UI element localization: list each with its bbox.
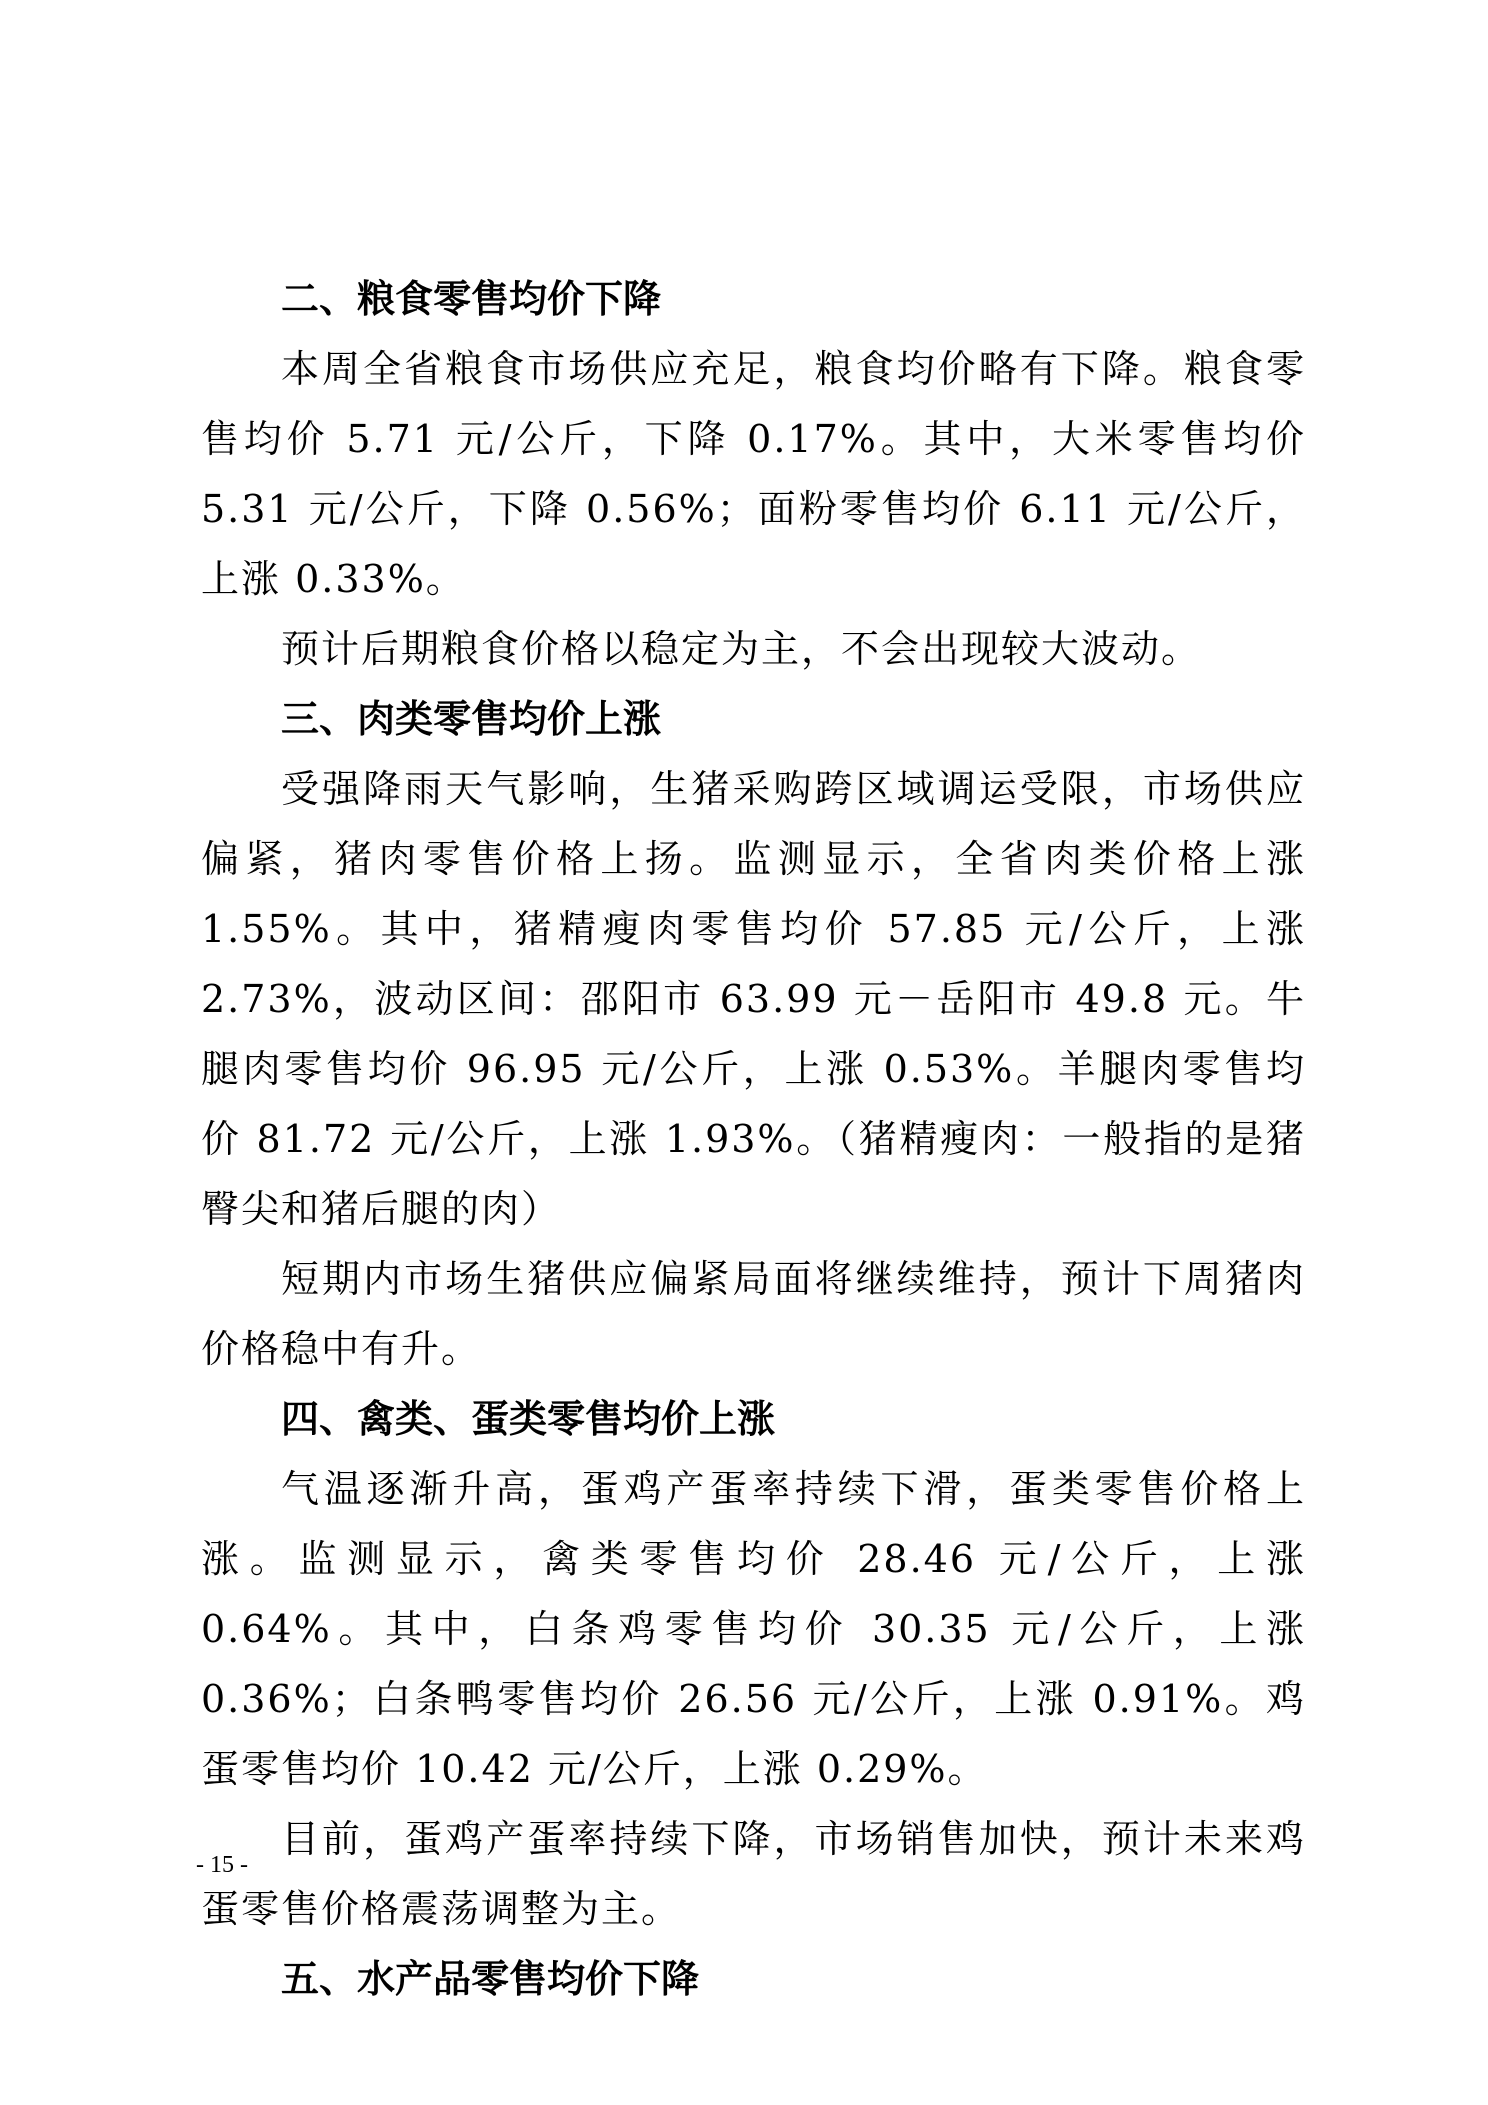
page-number: - 15 -	[196, 1852, 248, 1878]
paragraph-grain-outlook: 预计后期粮食价格以稳定为主，不会出现较大波动。	[281, 627, 1202, 671]
paragraph-poultry-eggs-outlook: 目前，蛋鸡产蛋率持续下降，市场销售加快，预计未来鸡蛋零售价格震荡调整为主。	[201, 1817, 1306, 1931]
paragraph-meat-outlook: 短期内市场生猪供应偏紧局面将继续维持，预计下周猪肉价格稳中有升。	[201, 1257, 1306, 1371]
document-body	[201, 264, 1306, 2014]
section-heading-grain: 二、粮食零售均价下降	[281, 277, 662, 321]
section-heading-aquatic: 五、水产品零售均价下降	[281, 1957, 700, 2001]
paragraph-grain-prices: 本周全省粮食市场供应充足，粮食均价略有下降。粮食零售均价 5.71 元/公斤，下降 0.17%。其中，大米零售均价 5.31 元/公斤，下降 0.56%；面粉零售均价 6.11 元/公斤，上涨 0.33%。	[201, 347, 1306, 601]
paragraph-poultry-eggs-prices: 气温逐渐升高，蛋鸡产蛋率持续下滑，蛋类零售价格上涨。监测显示，禽类零售均价 28.46 元/公斤，上涨 0.64%。其中，白条鸡零售均价 30.35 元/公斤，上涨 0.36%；白条鸭零售均价 26.56 元/公斤，上涨 0.91%。鸡蛋零售均价 10.42 元/公斤，上涨 0.29%。	[201, 1467, 1306, 1791]
section-heading-meat: 三、肉类零售均价上涨	[281, 697, 662, 741]
section-heading-poultry-eggs: 四、禽类、蛋类零售均价上涨	[281, 1397, 776, 1441]
paragraph-meat-prices: 受强降雨天气影响，生猪采购跨区域调运受限，市场供应偏紧，猪肉零售价格上扬。监测显示，全省肉类价格上涨 1.55%。其中，猪精瘦肉零售均价 57.85 元/公斤，上涨 2.73%，波动区间：邵阳市 63.99 元－岳阳市 49.8 元。牛腿肉零售均价 96.95 元/公斤，上涨 0.53%。羊腿肉零售均价 81.72 元/公斤，上涨 1.93%。（猪精瘦肉：一般指的是猪臀尖和猪后腿的肉）	[201, 767, 1306, 1231]
